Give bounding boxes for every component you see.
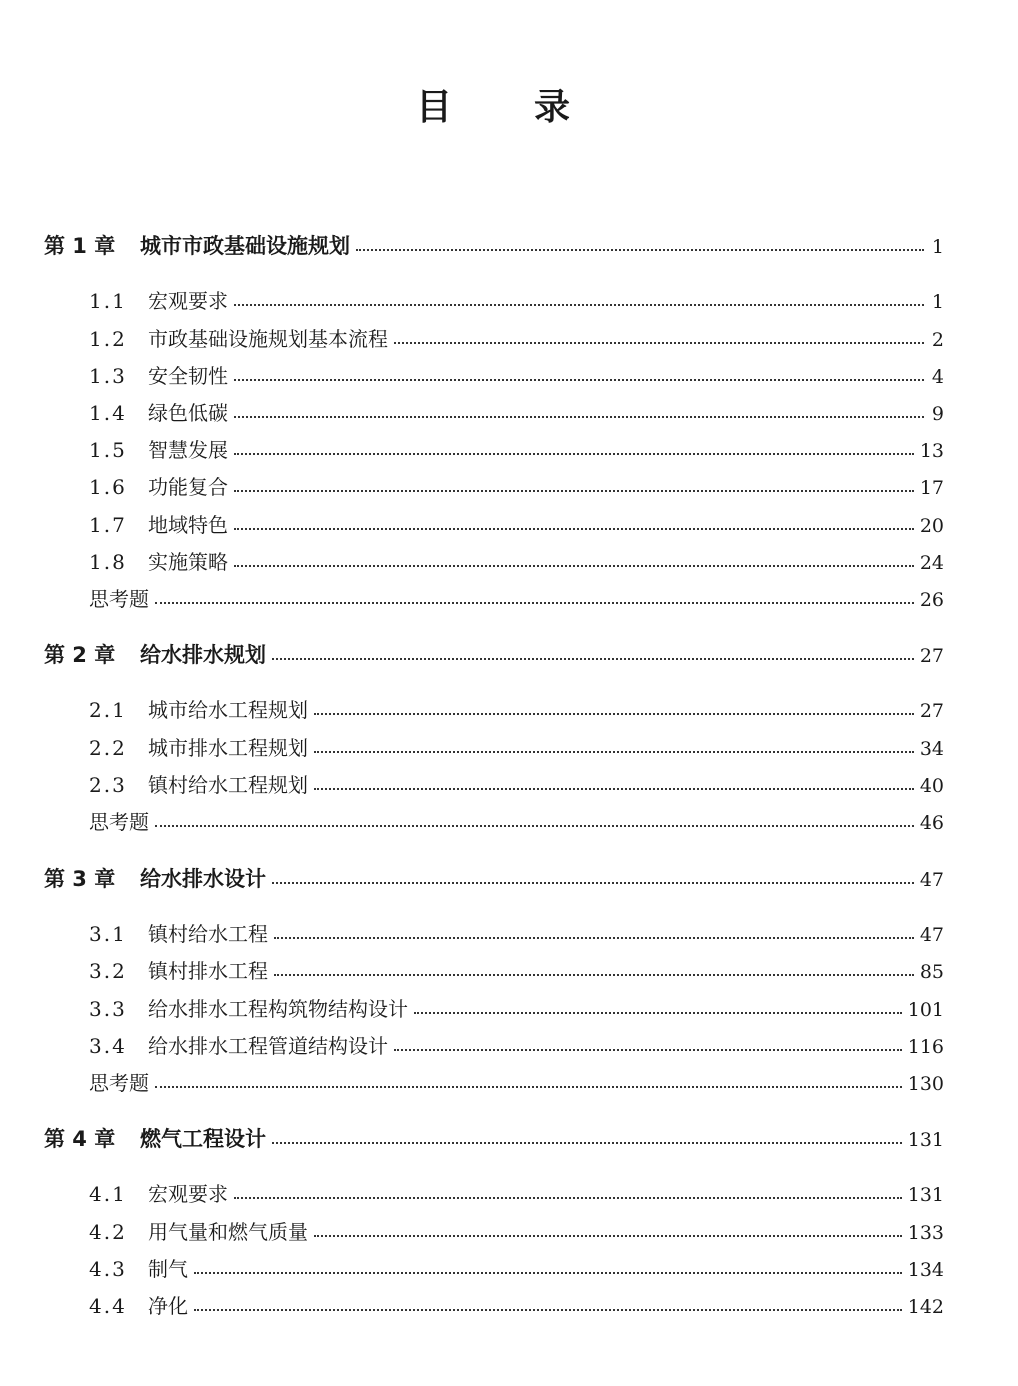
toc-entry-label: 思考题 (89, 587, 149, 611)
toc-section-entry[interactable] (89, 1031, 944, 1061)
toc-entry-page-number: 27 (919, 645, 944, 667)
toc-section-entry[interactable] (89, 1291, 944, 1321)
page-title-char-1: 目 (416, 87, 453, 128)
toc-leader-dots (274, 974, 914, 976)
toc-entry-number: 1.7 (89, 513, 127, 537)
toc-entry-number: 1.2 (89, 327, 127, 351)
toc-chapter-entry[interactable] (44, 864, 944, 894)
toc-entry-page-number: 13 (919, 440, 944, 462)
toc-entry-label: 用气量和燃气质量 (148, 1220, 308, 1244)
toc-section-entry[interactable] (89, 398, 944, 428)
toc-leader-dots (314, 751, 914, 753)
toc-entry-number: 第 3 章 (44, 867, 116, 891)
toc-section-entry[interactable] (89, 919, 944, 949)
toc-entry-number: 4.4 (89, 1294, 127, 1318)
toc-entry-number: 3.2 (89, 959, 127, 983)
toc-chapter-entry[interactable] (44, 640, 944, 670)
toc-entry-page-number: 116 (907, 1036, 944, 1058)
toc-entry-label: 功能复合 (148, 475, 228, 499)
toc-entry-page-number: 26 (919, 589, 944, 611)
toc-entry-label: 宏观要求 (148, 1182, 228, 1206)
toc-entry-label: 镇村排水工程 (148, 959, 268, 983)
toc-entry-label: 市政基础设施规划基本流程 (148, 327, 388, 351)
toc-entry-number: 第 4 章 (44, 1127, 116, 1151)
toc-entry-page-number: 1 (931, 236, 944, 258)
toc-leader-dots (314, 1235, 902, 1237)
toc-section-entry[interactable] (89, 361, 944, 391)
toc-leader-dots (234, 379, 924, 381)
toc-entry-page-number: 134 (907, 1259, 944, 1281)
toc-entry-label: 思考题 (89, 810, 149, 834)
toc-entry-number: 2.1 (89, 698, 127, 722)
toc-entry-number: 2.3 (89, 773, 127, 797)
toc-leader-dots (155, 1086, 902, 1088)
toc-entry-number: 1.4 (89, 401, 127, 425)
toc-entry-label: 镇村给水工程规划 (148, 773, 308, 797)
toc-leader-dots (234, 416, 924, 418)
toc-entry-page-number: 142 (907, 1296, 944, 1318)
toc-section-entry[interactable] (89, 1179, 944, 1209)
toc-entry-page-number: 2 (931, 329, 944, 351)
toc-entry-page-number: 34 (919, 738, 944, 760)
toc-entry-page-number: 133 (907, 1222, 944, 1244)
toc-entry-label: 给水排水工程管道结构设计 (148, 1034, 388, 1058)
toc-section-entry[interactable] (89, 472, 944, 502)
toc-entry-page-number: 1 (931, 291, 944, 313)
toc-entry-page-number: 85 (919, 961, 944, 983)
toc-leader-dots (356, 249, 924, 251)
toc-section-entry[interactable] (89, 956, 944, 986)
toc-chapter-entry[interactable] (44, 1124, 944, 1154)
toc-entry-label: 宏观要求 (148, 289, 228, 313)
toc-entry-number: 3.3 (89, 997, 127, 1021)
toc-entry-label: 城市市政基础设施规划 (140, 234, 350, 258)
toc-entry-page-number: 24 (919, 552, 944, 574)
toc-leader-dots (234, 453, 914, 455)
toc-entry-page-number: 46 (919, 812, 944, 834)
toc-entry-label: 安全韧性 (148, 364, 228, 388)
toc-section-entry[interactable] (89, 807, 944, 837)
toc-leader-dots (155, 825, 914, 827)
toc-entry-label: 镇村给水工程 (148, 922, 268, 946)
toc-chapter-entry[interactable] (44, 231, 944, 261)
toc-entry-number: 第 2 章 (44, 643, 116, 667)
toc-entry-label: 给水排水规划 (140, 643, 266, 667)
toc-section-entry[interactable] (89, 1068, 944, 1098)
toc-entry-page-number: 20 (919, 515, 944, 537)
toc-leader-dots (234, 528, 914, 530)
toc-entry-number: 4.3 (89, 1257, 127, 1281)
toc-entry-page-number: 47 (919, 924, 944, 946)
toc-entry-page-number: 131 (907, 1129, 944, 1151)
toc-entry-page-number: 27 (919, 700, 944, 722)
toc-entry-number: 1.3 (89, 364, 127, 388)
toc-entry-page-number: 40 (919, 775, 944, 797)
toc-entry-label: 城市给水工程规划 (148, 698, 308, 722)
toc-section-entry[interactable] (89, 510, 944, 540)
toc-entry-label: 净化 (148, 1294, 188, 1318)
toc-entry-label: 燃气工程设计 (140, 1127, 266, 1151)
toc-entry-number: 4.2 (89, 1220, 127, 1244)
toc-entry-number: 2.2 (89, 736, 127, 760)
toc-section-entry[interactable] (89, 324, 944, 354)
toc-section-entry[interactable] (89, 584, 944, 614)
toc-leader-dots (272, 1142, 902, 1144)
toc-entry-page-number: 101 (907, 999, 944, 1021)
toc-leader-dots (314, 788, 914, 790)
toc-section-entry[interactable] (89, 286, 944, 316)
toc-entry-page-number: 130 (907, 1073, 944, 1095)
toc-entry-number: 4.1 (89, 1182, 127, 1206)
toc-leader-dots (155, 602, 914, 604)
toc-entry-page-number: 47 (919, 869, 944, 891)
toc-entry-label: 给水排水设计 (140, 867, 266, 891)
toc-entry-label: 城市排水工程规划 (148, 736, 308, 760)
toc-leader-dots (234, 490, 914, 492)
toc-entry-page-number: 17 (919, 477, 944, 499)
toc-entry-page-number: 4 (931, 366, 944, 388)
toc-entry-page-number: 131 (907, 1184, 944, 1206)
toc-section-entry[interactable] (89, 435, 944, 465)
toc-section-entry[interactable] (89, 733, 944, 763)
toc-entry-number: 1.6 (89, 475, 127, 499)
toc-section-entry[interactable] (89, 1254, 944, 1284)
toc-entry-number: 3.1 (89, 922, 127, 946)
toc-leader-dots (274, 937, 914, 939)
toc-entry-label: 绿色低碳 (148, 401, 228, 425)
toc-section-entry[interactable] (89, 547, 944, 577)
toc-leader-dots (234, 1197, 902, 1199)
toc-leader-dots (234, 565, 914, 567)
toc-entry-label: 思考题 (89, 1071, 149, 1095)
toc-entry-number: 第 1 章 (44, 234, 116, 258)
toc-section-entry[interactable] (89, 695, 944, 725)
toc-section-entry[interactable] (89, 1217, 944, 1247)
toc-leader-dots (234, 304, 924, 306)
toc-leader-dots (394, 1049, 902, 1051)
page-title-char-2: 录 (534, 87, 571, 128)
toc-leader-dots (414, 1012, 902, 1014)
toc-leader-dots (194, 1309, 902, 1311)
toc-entry-label: 实施策略 (148, 550, 228, 574)
toc-entry-label: 智慧发展 (148, 438, 228, 462)
toc-leader-dots (194, 1272, 902, 1274)
toc-entry-number: 3.4 (89, 1034, 127, 1058)
toc-leader-dots (394, 342, 924, 344)
toc-entry-label: 地域特色 (148, 513, 228, 537)
toc-entry-number: 1.5 (89, 438, 127, 462)
toc-leader-dots (314, 713, 914, 715)
toc-entry-number: 1.8 (89, 550, 127, 574)
toc-entry-number: 1.1 (89, 289, 127, 313)
toc-leader-dots (272, 658, 914, 660)
toc-leader-dots (272, 882, 914, 884)
toc-section-entry[interactable] (89, 770, 944, 800)
toc-section-entry[interactable] (89, 994, 944, 1024)
toc-entry-page-number: 9 (931, 403, 944, 425)
toc-entry-label: 给水排水工程构筑物结构设计 (148, 997, 408, 1021)
toc-entry-label: 制气 (148, 1257, 188, 1281)
